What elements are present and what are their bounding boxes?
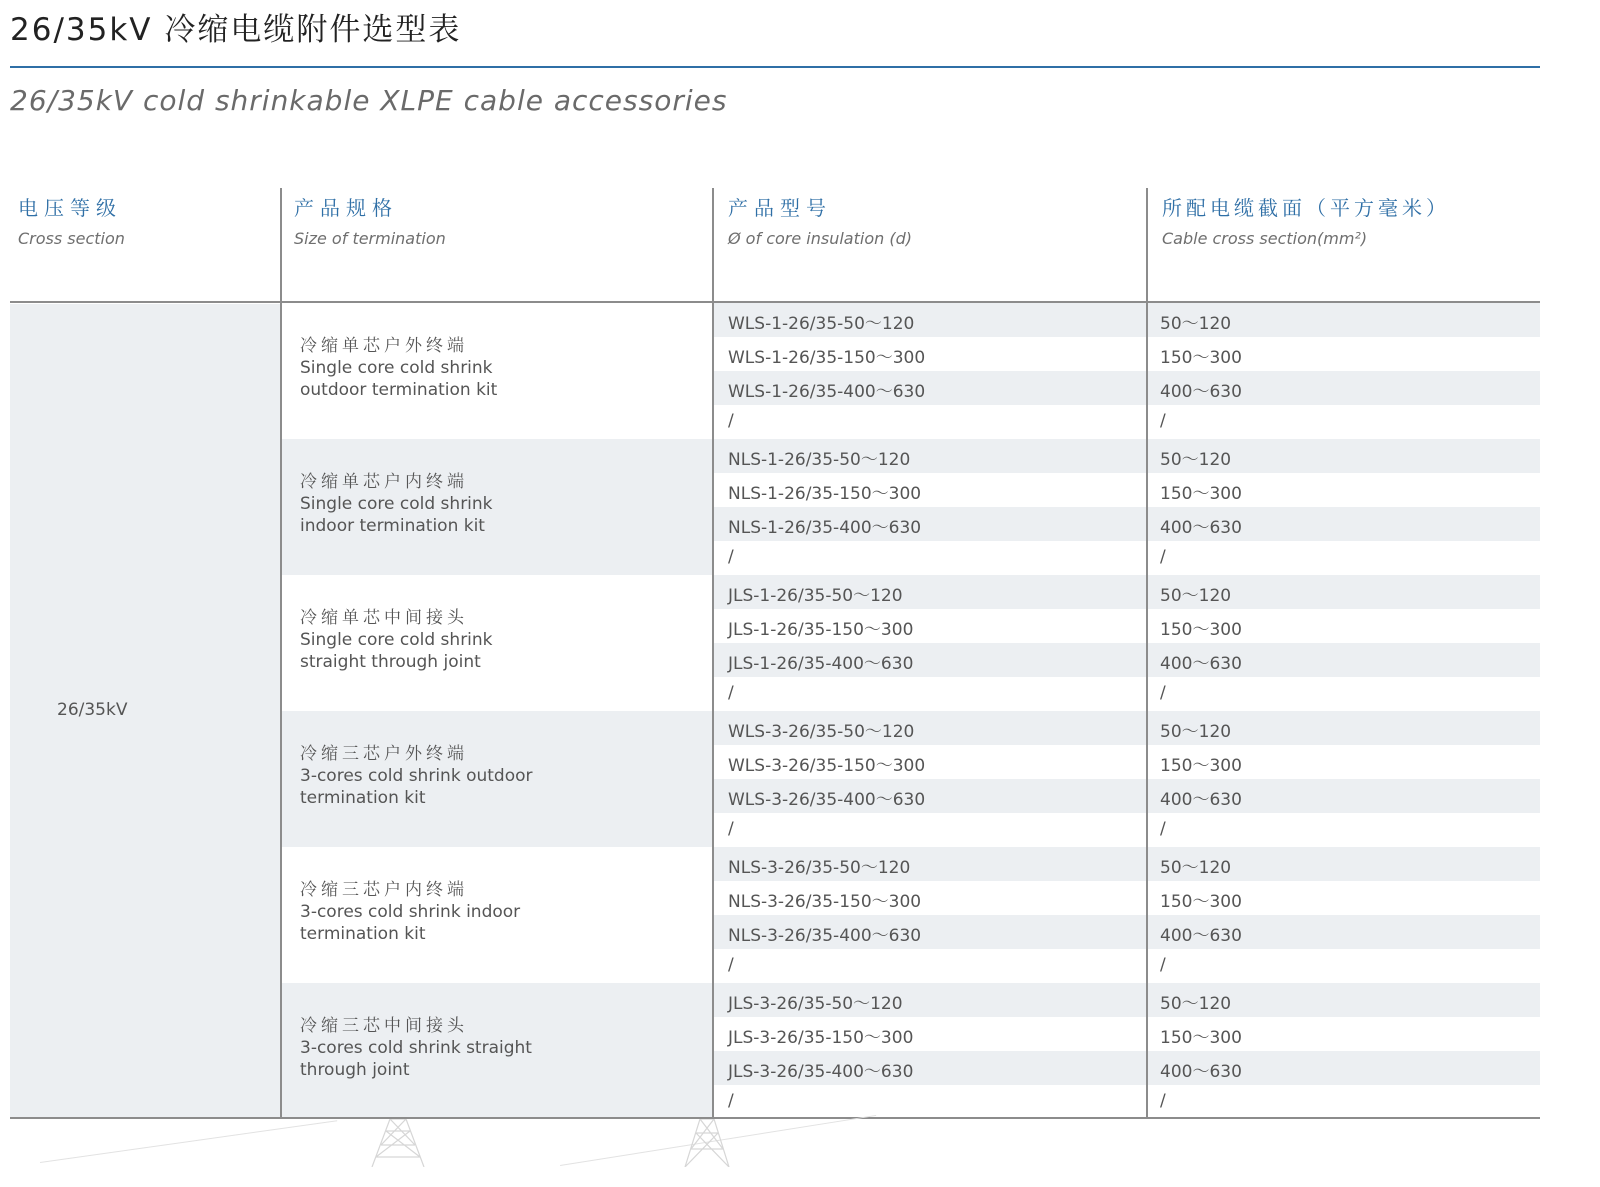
spec-group [282, 575, 712, 711]
page-title: 26/35kV 冷缩电缆附件选型表 [10, 12, 462, 48]
table-row [714, 1051, 1540, 1085]
header-voltage [18, 192, 125, 248]
cable-range-cell: 150～300 [1160, 484, 1242, 504]
cable-range-cell: 400～630 [1160, 790, 1242, 810]
table-row [714, 847, 1540, 881]
spec-group-label [300, 471, 493, 537]
model-cell: / [728, 819, 734, 839]
voltage-value: 26/35kV [57, 700, 128, 720]
model-cell: WLS-1-26/35-50～120 [728, 314, 915, 334]
spec-group [282, 847, 712, 983]
cable-range-cell: 50～120 [1160, 586, 1232, 606]
table-row [714, 643, 1540, 677]
voltage-column [10, 304, 280, 1117]
spec-label-en1: 3-cores cold shrink straight [300, 1038, 532, 1058]
model-cell: / [728, 683, 734, 703]
spec-label-zh: 冷缩单芯户外终端 [300, 336, 468, 356]
cable-range-cell: 150～300 [1160, 620, 1242, 640]
page-subtitle: 26/35kV cold shrinkable XLPE cable accessories [10, 84, 728, 117]
table-row [714, 337, 1540, 371]
spec-group-label [300, 1015, 532, 1081]
spec-label-en2: termination kit [300, 924, 426, 944]
transmission-tower-icon [366, 1119, 430, 1167]
model-cell: NLS-3-26/35-400～630 [728, 926, 922, 946]
cable-range-cell: / [1160, 955, 1166, 975]
table-row [714, 473, 1540, 507]
model-cell: NLS-1-26/35-150～300 [728, 484, 922, 504]
cable-range-cell: / [1160, 683, 1166, 703]
table-row [714, 609, 1540, 643]
header-cable-en: Cable cross section(mm²) [1162, 229, 1368, 248]
table-row [714, 405, 1540, 439]
spec-label-en1: Single core cold shrink [300, 494, 493, 514]
spec-label-en2: straight through joint [300, 652, 481, 672]
spec-label-en2: outdoor termination kit [300, 380, 498, 400]
spec-group [282, 303, 712, 439]
model-cell: JLS-1-26/35-50～120 [728, 586, 903, 606]
spec-group-label [300, 879, 520, 945]
model-cell: / [728, 1091, 734, 1111]
model-cell: WLS-1-26/35-150～300 [728, 348, 926, 368]
model-cell: JLS-3-26/35-50～120 [728, 994, 903, 1014]
model-cell: WLS-1-26/35-400～630 [728, 382, 926, 402]
table-row [714, 983, 1540, 1017]
table-row [714, 677, 1540, 711]
cable-range-cell: / [1160, 411, 1166, 431]
spec-group-label [300, 335, 497, 401]
model-cell: / [728, 955, 734, 975]
model-cell: / [728, 547, 734, 567]
table-row [714, 507, 1540, 541]
model-cell: NLS-3-26/35-150～300 [728, 892, 922, 912]
cable-range-cell: 150～300 [1160, 892, 1242, 912]
header-voltage-zh: 电压等级 [18, 196, 122, 220]
cable-range-cell: 150～300 [1160, 348, 1242, 368]
table-row [714, 303, 1540, 337]
header-spec [294, 192, 446, 248]
spec-group [282, 439, 712, 575]
header-spec-zh: 产品规格 [294, 196, 398, 220]
cable-range-cell: 400～630 [1160, 926, 1242, 946]
spec-label-en2: through joint [300, 1060, 410, 1080]
table-row [714, 949, 1540, 983]
cable-range-cell: 50～120 [1160, 450, 1232, 470]
spec-label-en1: Single core cold shrink [300, 630, 493, 650]
header-voltage-en: Cross section [18, 229, 125, 248]
spec-label-zh: 冷缩三芯户内终端 [300, 880, 468, 900]
header-model [728, 192, 912, 248]
header-cable-zh: 所配电缆截面（平方毫米） [1162, 196, 1450, 220]
cable-range-cell: / [1160, 819, 1166, 839]
model-cell: WLS-3-26/35-150～300 [728, 756, 926, 776]
cable-range-cell: 50～120 [1160, 722, 1232, 742]
cable-range-cell: 150～300 [1160, 756, 1242, 776]
model-cell: NLS-3-26/35-50～120 [728, 858, 911, 878]
cable-range-cell: 400～630 [1160, 382, 1242, 402]
spec-label-zh: 冷缩单芯中间接头 [300, 608, 468, 628]
model-cell: JLS-1-26/35-150～300 [728, 620, 914, 640]
model-cell: NLS-1-26/35-50～120 [728, 450, 911, 470]
column-divider-2 [712, 188, 714, 1119]
header-cable [1162, 192, 1450, 248]
table-row [714, 1085, 1540, 1119]
table-row [714, 813, 1540, 847]
cable-range-cell: 50～120 [1160, 858, 1232, 878]
model-cell: / [728, 411, 734, 431]
table-row [714, 1017, 1540, 1051]
spec-label-en1: 3-cores cold shrink outdoor [300, 766, 533, 786]
table-row [714, 881, 1540, 915]
spec-label-en1: Single core cold shrink [300, 358, 493, 378]
cable-range-cell: / [1160, 547, 1166, 567]
table-row [714, 745, 1540, 779]
model-cell: WLS-3-26/35-400～630 [728, 790, 926, 810]
spec-label-zh: 冷缩三芯户外终端 [300, 744, 468, 764]
table-row [714, 371, 1540, 405]
spec-group [282, 983, 712, 1119]
column-divider-1 [280, 188, 282, 1119]
table-row [714, 779, 1540, 813]
cable-range-cell: 400～630 [1160, 518, 1242, 538]
spec-label-en1: 3-cores cold shrink indoor [300, 902, 521, 922]
table-row [714, 915, 1540, 949]
model-cell: JLS-3-26/35-400～630 [728, 1062, 914, 1082]
spec-group [282, 711, 712, 847]
table-row [714, 711, 1540, 745]
background-line [40, 1120, 337, 1163]
header-model-zh: 产品型号 [728, 196, 832, 220]
spec-label-zh: 冷缩单芯户内终端 [300, 472, 468, 492]
spec-label-en2: termination kit [300, 788, 426, 808]
table-row [714, 541, 1540, 575]
model-cell: JLS-1-26/35-400～630 [728, 654, 914, 674]
cable-range-cell: 150～300 [1160, 1028, 1242, 1048]
cable-range-cell: 50～120 [1160, 314, 1232, 334]
spec-group-label [300, 607, 493, 673]
header-spec-en: Size of termination [294, 229, 446, 248]
cable-range-cell: 400～630 [1160, 654, 1242, 674]
transmission-tower-icon [680, 1119, 734, 1167]
table-bottom-rule [10, 1117, 1540, 1119]
spec-label-en2: indoor termination kit [300, 516, 485, 536]
title-divider [10, 66, 1540, 68]
header-model-en: Ø of core insulation (d) [728, 229, 912, 248]
spec-group-label [300, 743, 533, 809]
model-cell: NLS-1-26/35-400～630 [728, 518, 922, 538]
table-row [714, 575, 1540, 609]
table-row [714, 439, 1540, 473]
cable-range-cell: 400～630 [1160, 1062, 1242, 1082]
column-divider-3 [1146, 188, 1148, 1119]
header-bottom-rule [10, 301, 1540, 303]
cable-range-cell: / [1160, 1091, 1166, 1111]
cable-range-cell: 50～120 [1160, 994, 1232, 1014]
model-cell: WLS-3-26/35-50～120 [728, 722, 915, 742]
spec-label-zh: 冷缩三芯中间接头 [300, 1016, 468, 1036]
model-cell: JLS-3-26/35-150～300 [728, 1028, 914, 1048]
